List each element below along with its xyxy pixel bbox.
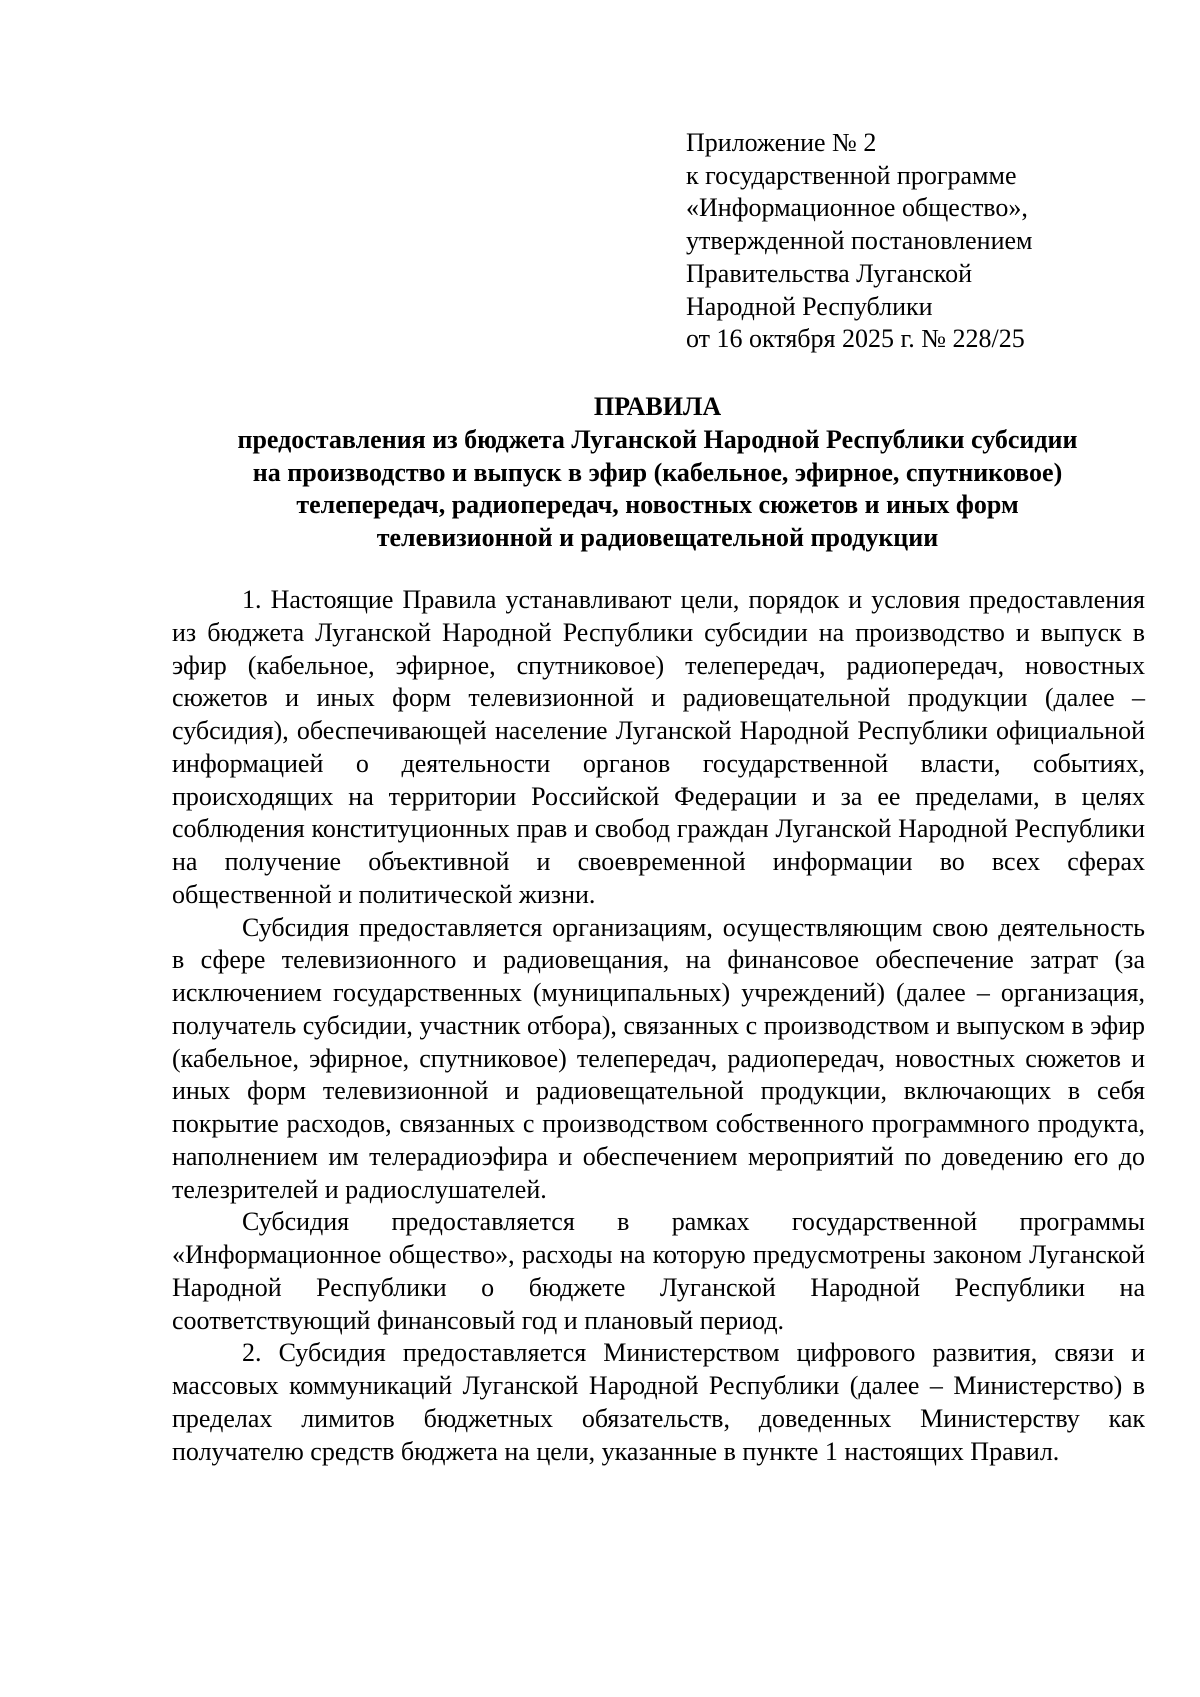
- appendix-line: Правительства Луганской: [686, 258, 972, 288]
- appendix-line: Народной Республики: [686, 291, 933, 321]
- appendix-line: утвержденной постановлением: [686, 226, 1033, 256]
- document-title: [170, 391, 1145, 555]
- title-line: телепередач, радиопередач, новостных сюжетов и иных форм: [296, 490, 1019, 520]
- title-line: на производство и выпуск в эфир (кабельное, эфирное, спутниковое): [252, 457, 1063, 487]
- appendix-line: «Информационное общество»,: [686, 193, 1028, 223]
- title-heading: ПРАВИЛА: [593, 392, 722, 421]
- body-paragraph: Субсидия предоставляется в рамках государственной программы «Информационное общество», расходы на которую предусмотрены законом Луганской Народной Республики о бюджете Луганской Народной Республики на соответствующий финансовый год и плановый период.: [172, 1207, 1145, 1335]
- document-body: [172, 584, 1145, 1468]
- body-paragraph: 2. Субсидия предоставляется Министерством цифрового развития, связи и массовых коммуникаций Луганской Народной Республики (далее – Министерство) в пределах лимитов бюджетных обязательств, доведенных Министерству как получателю средств бюджета на цели, указанные в пункте 1 настоящих Правил.: [172, 1338, 1145, 1466]
- body-paragraph: Субсидия предоставляется организациям, осуществляющим свою деятельность в сфере телевизионного и радиовещания, на финансовое обеспечение затрат (за исключением государственных (муниципальных) учреждений) (далее – организация, получатель субсидии, участник отбора), связанных с производством и выпуском в эфир (кабельное, эфирное, спутниковое) телепередач, радиопередач, новостных сюжетов и иных форм телевизионной и радиовещательной продукции, включающих в себя покрытие расходов, связанных с производством собственного программного продукта, наполнением им телерадиоэфира и обеспечением мероприятий по доведению его до телезрителей и радиослушателей.: [172, 912, 1145, 1204]
- appendix-line: Приложение № 2: [686, 128, 877, 157]
- body-paragraph: 1. Настоящие Правила устанавливают цели, порядок и условия предоставления из бюджета Луганской Народной Республики субсидии на производство и выпуск в эфир (кабельное, эфирное, спутниковое) телепередач, радиопередач, новостных сюжетов и иных форм телевизионной и радиовещательной продукции (далее – субсидия), обеспечивающей население Луганской Народной Республики официальной информацией о деятельности органов государственной власти, событиях, происходящих на территории Российской Федерации и за ее пределами, в целях соблюдения конституционных прав и свобод граждан Луганской Народной Республики на получение объективной и своевременной информации во всех сферах общественной и политической жизни.: [172, 585, 1145, 909]
- title-line: предоставления из бюджета Луганской Народной Республики субсидии: [237, 424, 1078, 454]
- appendix-line: от 16 октября 2025 г. № 228/25: [686, 324, 1025, 354]
- appendix-block: [686, 127, 1166, 356]
- appendix-line: к государственной программе: [686, 160, 1017, 190]
- title-line: телевизионной и радиовещательной продукции: [376, 523, 939, 553]
